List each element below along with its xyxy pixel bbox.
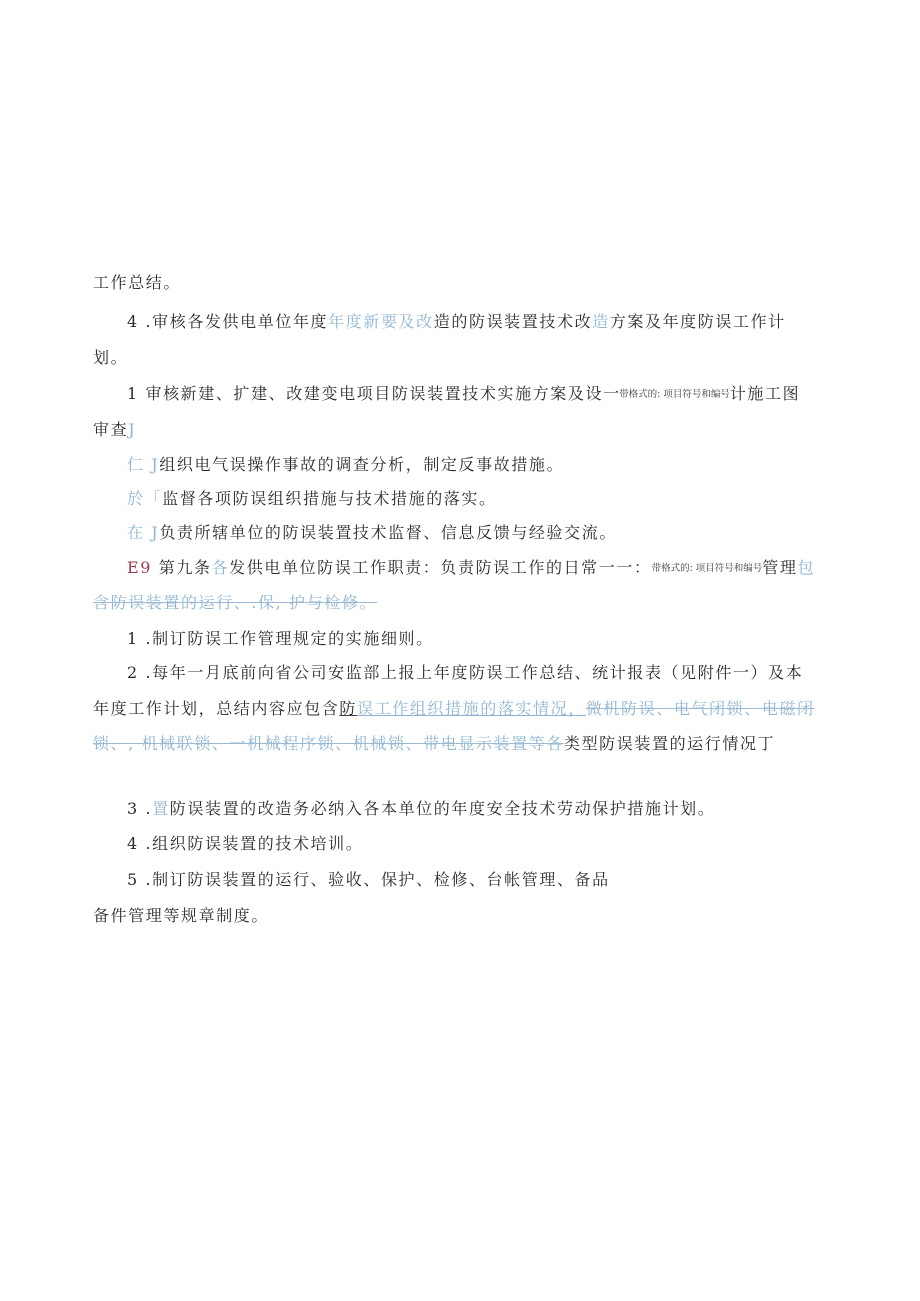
text-run: 5 .制订防误装置的运行、验收、保护、检修、台帐管理、备品	[127, 870, 610, 889]
text-run: 方案及年度防误工作计	[609, 312, 786, 331]
article-9-deleted-text	[93, 591, 377, 615]
text-run: 第九条	[152, 558, 212, 577]
item-1-review-new-build	[127, 382, 800, 409]
format-note: 带格式的: 项目符号和编号	[651, 563, 763, 574]
line-work-summary	[93, 271, 181, 295]
text-run: 年度工作计划，总结内容应包含	[93, 699, 340, 718]
inserted-text-run: 误工作组织措施的落实情况，	[357, 699, 586, 718]
duty-1-rules	[127, 627, 434, 651]
text-run: 4 .组织防误装置的技术培训。	[127, 834, 364, 853]
text-run: 备件管理等规章制度。	[93, 906, 270, 925]
text-run: 发供电单位防误工作职责：负责防误工作的日常一一：	[229, 558, 652, 577]
inserted-text-run: 包	[797, 558, 816, 577]
text-run: 一	[603, 384, 620, 403]
text-run: 审查	[93, 420, 129, 439]
text-run: 防误装置的改造务必纳入各本单位的年度安全技术劳动保护措施计划。	[169, 799, 716, 818]
text-run: 3 .	[127, 799, 153, 818]
text-run: 管理	[762, 558, 798, 577]
duty-4-training	[127, 832, 363, 856]
item-4-review-plan	[127, 310, 786, 334]
text-run: 2 .每年一月底前向省公司安监部上报上年度防误工作总结、统计报表（见附件一）及本	[127, 663, 804, 682]
text-run: 计施工图	[729, 384, 801, 403]
item-1-continuation	[93, 418, 136, 442]
text-run: 造的防误装置技术改	[433, 312, 593, 331]
duty-5-regulations	[127, 868, 610, 892]
text-run: 类型防误装置的运行情况丁	[563, 734, 776, 753]
text-run: 1 审核新建、扩建、改建变电项目防误装置技术实施方案及设	[127, 384, 604, 403]
duty-2-annual-report	[127, 661, 803, 685]
inserted-text-run: 於「	[127, 489, 163, 508]
inserted-text-run: 在 J	[127, 523, 160, 542]
inserted-text-run: 仁 J	[127, 455, 160, 474]
duty-3-retrofit-plan	[127, 797, 715, 821]
text-run: 划。	[93, 348, 129, 367]
duty-2-device-types	[93, 732, 775, 756]
text-run: 组织电气误操作事故的调查分析，制定反事故措施。	[159, 455, 565, 474]
revision-mark: E9	[127, 558, 153, 577]
text-run: 工作总结。	[93, 273, 182, 292]
deleted-text-run: 锁、, 机械联锁、一机械程序锁、机械锁、带电显示装置等各	[93, 734, 564, 753]
duty-5-continuation	[93, 904, 269, 928]
inserted-text-run: 造	[592, 312, 610, 331]
inserted-text-run: 各	[211, 558, 230, 577]
format-note: 带格式的: 项目符号和编号	[619, 389, 730, 400]
item-4-continuation	[93, 346, 128, 370]
deleted-text-run: 微机防误、电气闭锁、电磁闭	[585, 699, 815, 718]
duty-2-continuation	[93, 697, 815, 721]
text-run: 防	[339, 699, 358, 718]
inserted-text-run: 年度新要及改	[328, 312, 434, 331]
article-9-heading	[127, 556, 815, 583]
item-supervise-measures	[127, 487, 497, 511]
item-technical-supervision	[127, 521, 617, 545]
text-run: 负责所辖单位的防误装置技术监督、信息反馈与经验交流。	[159, 523, 617, 542]
inserted-text-run: J	[128, 420, 137, 439]
inserted-text-run: 置	[152, 799, 170, 818]
text-run: 4 .审核各发供电单位年度	[127, 312, 329, 331]
text-run: 监督各项防误组织措施与技术措施的落实。	[162, 489, 497, 508]
item-accident-analysis	[127, 453, 564, 477]
text-run: 1 .制订防误工作管理规定的实施细则。	[127, 629, 434, 648]
deleted-text-run: 含防误装置的运行、.保, 护与检修。	[93, 593, 378, 612]
